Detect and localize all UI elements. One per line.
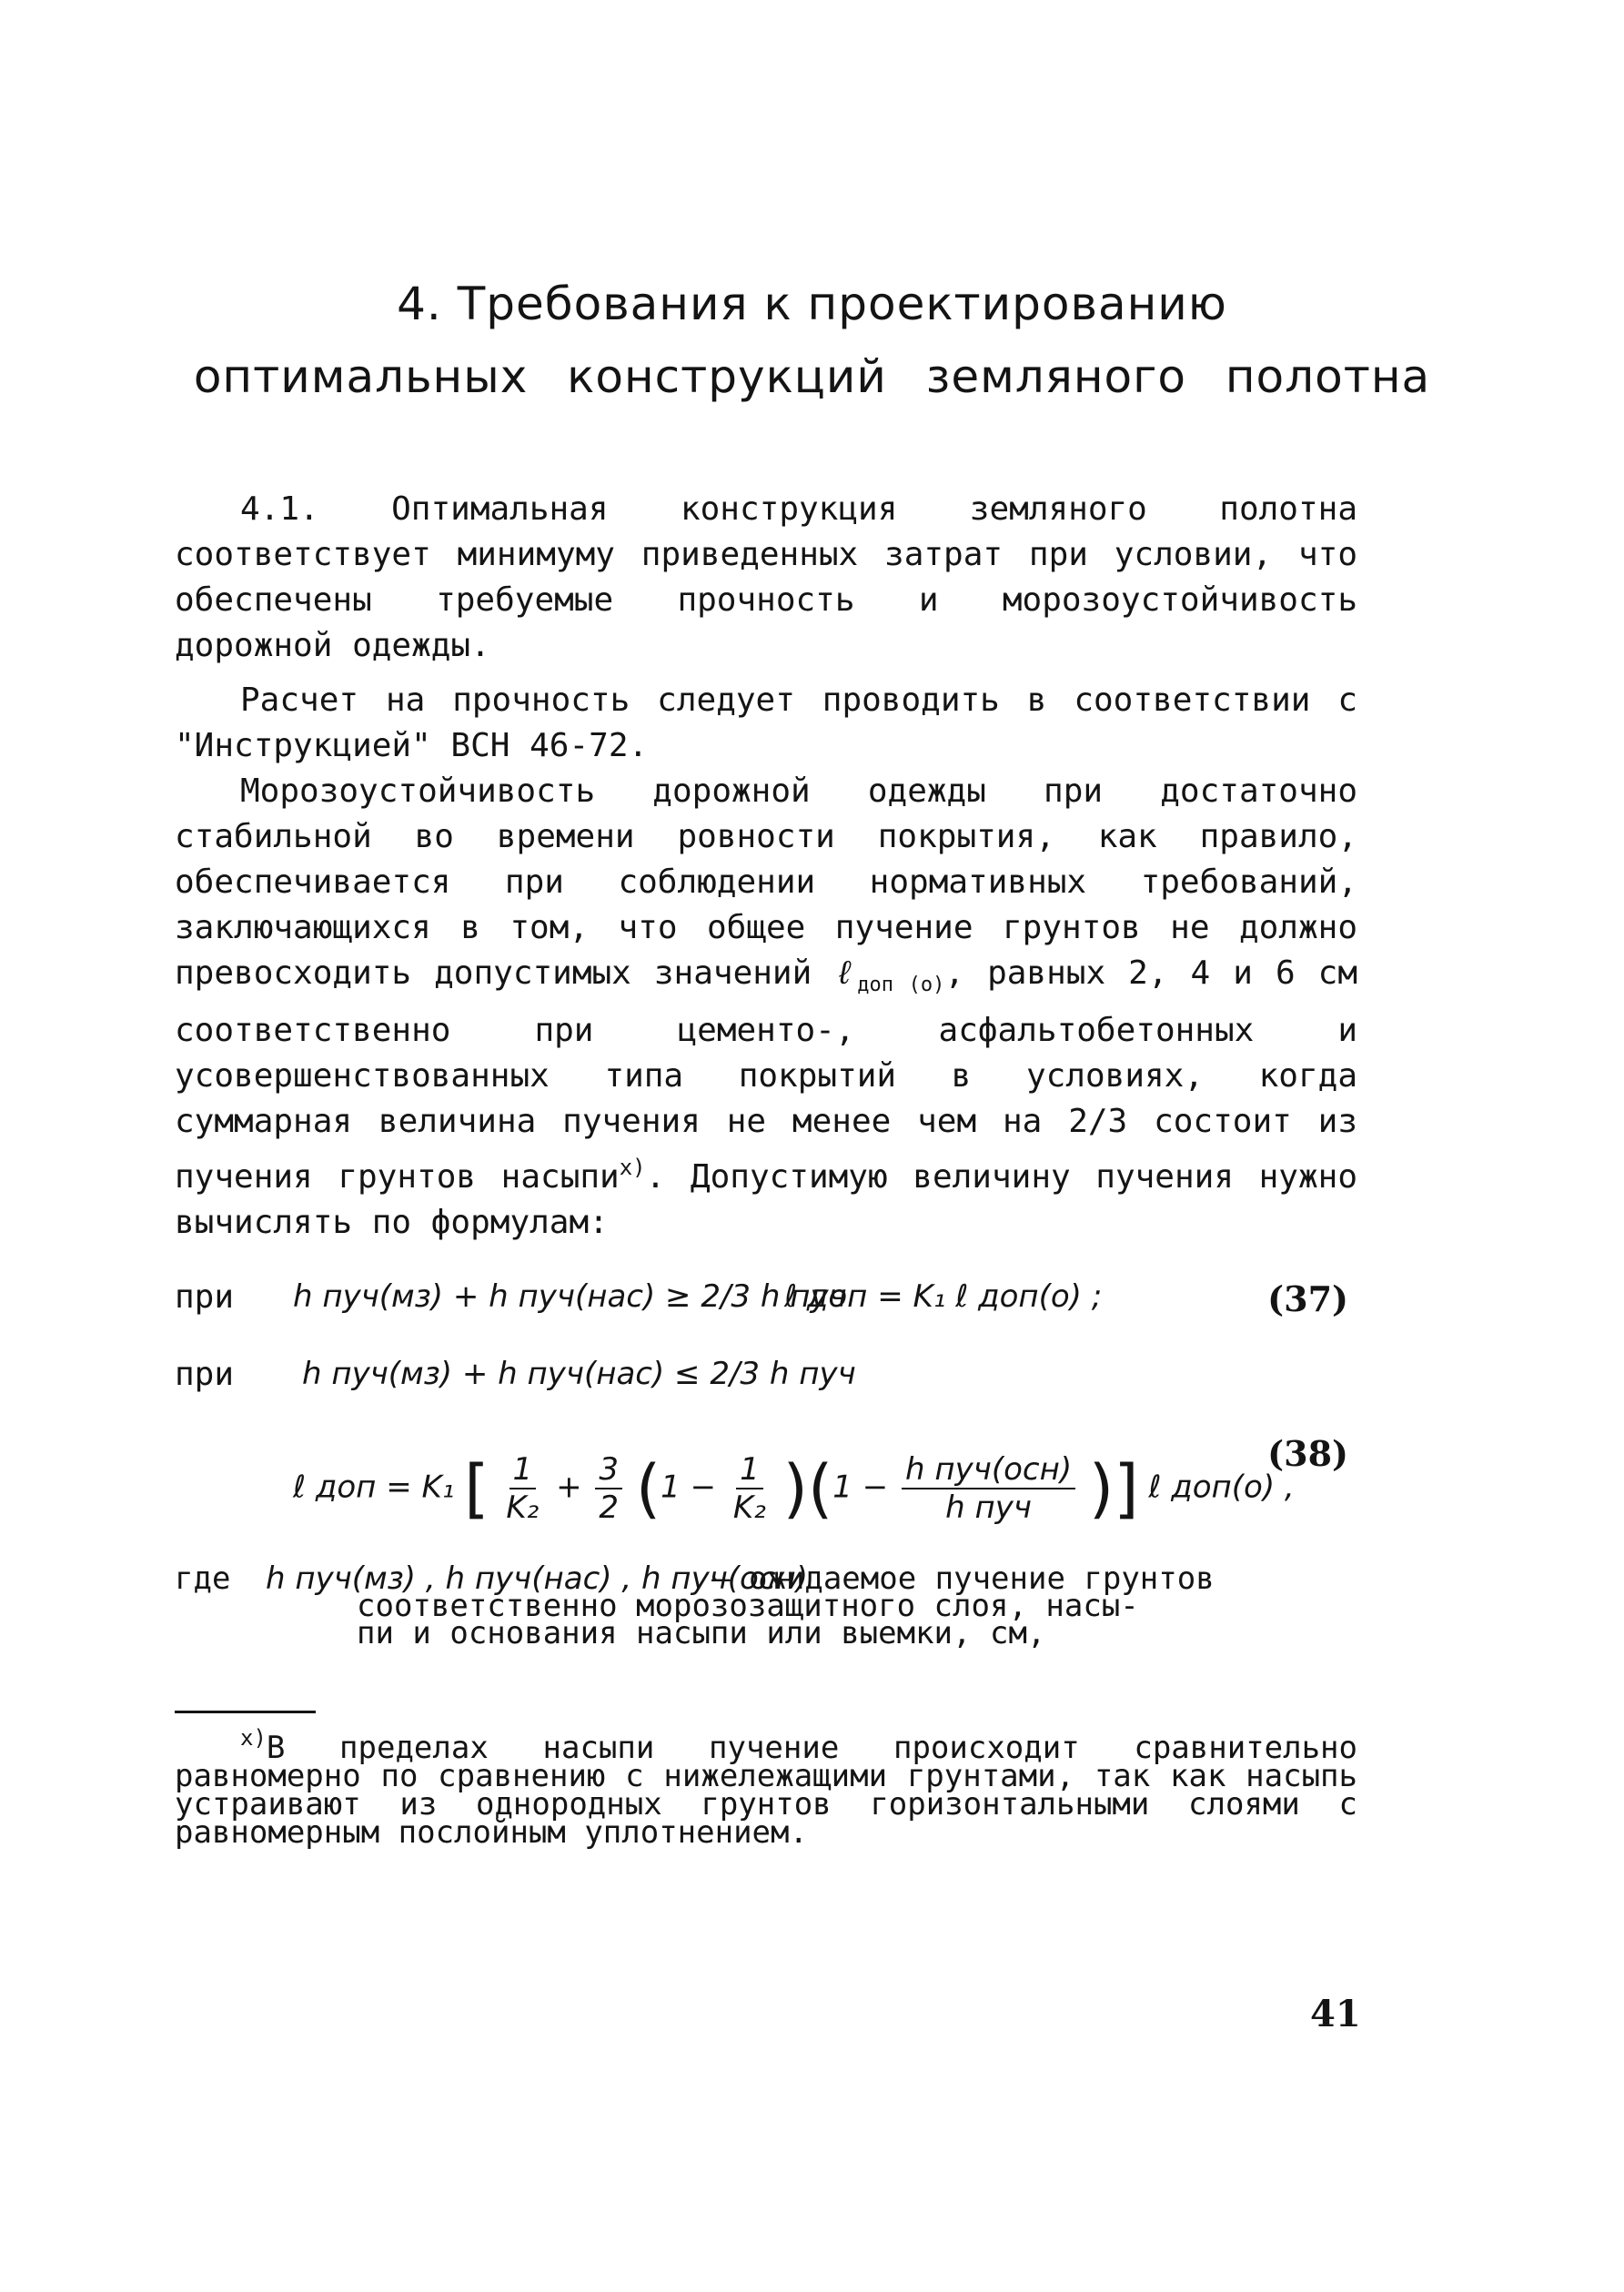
formula-38-condition: h пуч(мз) + h пуч(нас) ≤ 2/3 h пуч <box>302 1356 856 1392</box>
formula-37-condition: h пуч(мз) + h пуч(нас) ≥ 2/3 h пуч <box>293 1278 847 1315</box>
footnote-text: В пределах насыпи пучение происходит сравнительно равномерно по сравнению с нижележащими грунтами, так как насыпь устраивают из однородных грунтов горизонтальными слоями с равномерным послойным уплотнением. <box>175 1730 1357 1851</box>
fraction: $\frac{3}{2}$ <box>595 1451 622 1526</box>
section-heading-line-1: 4. Требования к проектированию <box>397 278 1227 330</box>
paragraph-4-1: 4.1. Оптимальная конструкция земляного полотна соответствует минимуму приведенных затрат при условии, что обеспечены требуемые прочность и морозоустойчивость дорожной одежды. <box>175 490 1357 664</box>
equation-number-37: (37) <box>1267 1278 1348 1319</box>
fraction: $\frac{1}{\text{K₂}}$ <box>732 1451 766 1526</box>
paragraph-strength: Расчет на прочность следует проводить в соответствии с "Инструкцией" ВСН 46-72. <box>175 682 1357 764</box>
fraction: $\frac{1}{\text{K₂}}$ <box>506 1451 540 1526</box>
condition-word: при <box>175 1278 235 1316</box>
definition-line-2: соответственно морозозащитного слоя, насы- <box>357 1588 1139 1624</box>
definition-line-1: – ожидаемое пучение грунтов <box>711 1560 1215 1597</box>
equation-number-38: (38) <box>1267 1433 1348 1474</box>
definition-line-3: пи и основания насыпи или выемки, см, <box>357 1615 1046 1651</box>
paragraph-frost-resistance <box>175 769 1357 1246</box>
paragraph-text: , равных 2, 4 и 6 см соответственно при цементо-, асфальтобетонных и усовершенствованных типа покрытий в условиях, когда суммарная величина пучения не менее чем на 2/3 состоит из пучения грунтов насыпи <box>175 954 1357 1196</box>
where-label: где <box>175 1560 231 1597</box>
footnote-marker: x) <box>619 1155 646 1180</box>
formula-38 <box>175 1433 1357 1542</box>
symbol-l-dop: ℓ$_{доп (о)}$ <box>834 954 945 996</box>
paragraph-text: Морозоустойчивость дорожной одежды при достаточно стабильной во времени ровности покрытия, как правило, обеспечивается при соблюдении нормативных требований, заключающихся в том, что общее пучение грунтов не должно превосходить допустимых значений <box>175 772 1357 992</box>
footnote <box>175 1724 1357 1851</box>
page-number: 41 <box>1310 1993 1361 2035</box>
condition-word: при <box>175 1356 235 1393</box>
section-heading-line-2: оптимальных конструкций земляного полотна <box>193 350 1431 403</box>
footnote-divider <box>175 1711 316 1713</box>
paragraph-text: . Допустимую величину пучения нужно вычислять по формулам: <box>175 1158 1357 1241</box>
footnote-mark: x) <box>240 1725 267 1751</box>
fraction: $\frac{\text{h пуч(осн)}}{\text{h пуч}}$ <box>902 1451 1075 1526</box>
formula-37-result: ℓ доп = K₁ ℓ доп(о) ; <box>784 1278 1103 1315</box>
where-variables: h пуч(мз) , h пуч(нас) , h пуч(осн) <box>266 1560 809 1597</box>
formula-38-expression: ℓ доп = K₁ [ $\frac{1}{\text{K₂}}$ + $\frac{3}{2}$ (1 − $\frac{1}{\text{K₂}}$ )(1 − $\frac{\text{h пуч(осн)}}{\text{h пуч}}$ )] ℓ доп(о) , <box>293 1451 1295 1526</box>
